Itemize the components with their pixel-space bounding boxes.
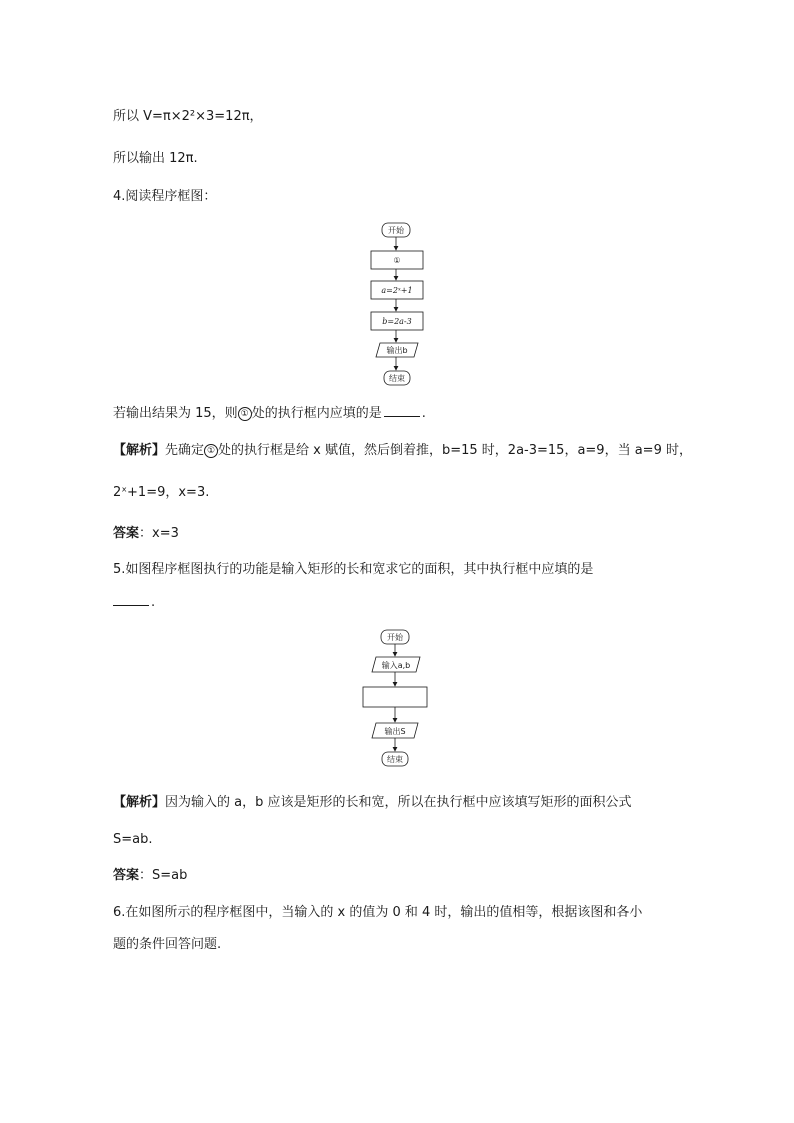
analysis-text-a: 先确定	[165, 443, 205, 458]
q4-text-a: 若输出结果为 15，则	[113, 406, 238, 421]
text-line-output: 所以输出 12π.	[113, 151, 198, 166]
fc1-step1-label: ①	[393, 256, 401, 265]
fc2-input-label: 输入a,b	[381, 661, 411, 670]
circle-one-marker: ①	[204, 444, 218, 458]
q4-text-b: 处的执行框内应填的是	[251, 406, 382, 421]
fc2-process-node	[363, 687, 427, 707]
answer-value: ：S=ab	[139, 868, 188, 883]
fc1-step2-label: a=2ˣ+1	[381, 286, 413, 295]
circle-one-marker: ①	[238, 407, 252, 421]
analysis-text: 因为输入的 a，b 应该是矩形的长和宽，所以在执行框中应该填写矩形的面积公式	[165, 795, 632, 810]
question-4-title: 4.阅读程序框图：	[113, 189, 217, 204]
answer-blank	[113, 593, 149, 606]
fc1-end-label: 结束	[389, 374, 405, 383]
fc2-start-label: 开始	[387, 633, 403, 642]
answer-tag: 答案	[113, 526, 140, 541]
analysis-tag: 【解析】	[113, 795, 166, 810]
q4-end: .	[421, 406, 426, 421]
analysis-5-line1	[113, 794, 632, 812]
flowchart-2	[336, 627, 456, 772]
analysis-4-line1	[113, 442, 692, 460]
fc1-start-label: 开始	[388, 226, 404, 235]
answer-tag: 答案	[113, 868, 140, 883]
fc2-end-label: 结束	[387, 755, 403, 764]
answer-5	[113, 867, 187, 885]
analysis-4-line2: 2ˣ+1=9，x=3.	[113, 485, 210, 500]
question-6-line2: 题的条件回答问题.	[113, 937, 222, 952]
q5-end: .	[151, 595, 156, 610]
question-5-line2	[113, 593, 155, 612]
analysis-text-b: 处的执行框是给 x 赋值，然后倒着推，b=15 时，2a-3=15，a=9，当 a=9 时，	[218, 443, 692, 458]
answer-blank	[384, 404, 420, 417]
text-line-v-formula: 所以 V=π×2²×3=12π，	[113, 109, 263, 124]
answer-value: ：x=3	[139, 526, 179, 541]
analysis-5-line2: S=ab.	[113, 832, 153, 847]
analysis-tag: 【解析】	[113, 443, 166, 458]
question-5-line1: 5.如图程序框图执行的功能是输入矩形的长和宽求它的面积，其中执行框中应填的是	[113, 562, 594, 577]
answer-4	[113, 525, 179, 543]
fc1-step3-label: b=2a-3	[382, 317, 412, 326]
question-4-prompt	[113, 404, 426, 423]
question-6-line1: 6.在如图所示的程序框图中，当输入的 x 的值为 0 和 4 时，输出的值相等，根据该图和各小	[113, 905, 643, 920]
fc2-output-label: 输出S	[384, 727, 406, 736]
flowchart-1	[338, 220, 458, 390]
fc1-output-label: 输出b	[386, 346, 408, 355]
